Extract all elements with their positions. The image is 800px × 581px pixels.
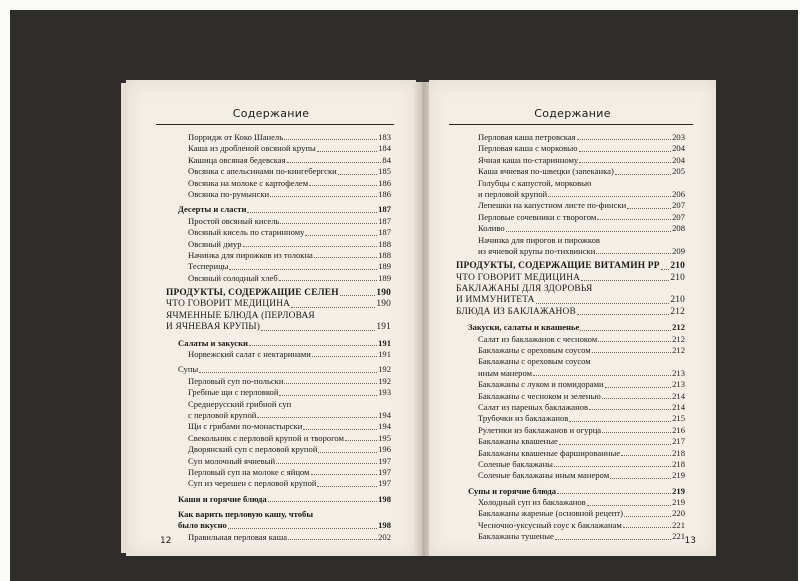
toc-entry-page: 214 [672,390,685,401]
toc-entry-title: Порридж от Коко Шанель [188,132,284,142]
toc-entry-title: Баклажаны тушеные [478,531,554,542]
toc-entry-title: ЧТО ГОВОРИТ МЕДИЦИНА [456,272,581,283]
dot-leader [580,330,671,331]
toc-entry-page: 219 [672,470,685,481]
toc-entry-page: 191 [376,322,391,333]
toc-entry [166,421,391,432]
toc-entry-title: Салат из баклажанов с чесноком [478,333,598,344]
toc-entry [456,322,685,333]
toc-entry-page: 205 [672,166,685,177]
toc-entry [456,178,685,189]
toc-entry [456,200,685,211]
toc-entry-title: Начинка для пирожков из толокна [188,249,313,260]
dot-leader [228,528,377,529]
dot-leader [597,219,671,220]
toc-entry [166,155,391,166]
toc-entry-page: 186 [378,177,391,188]
toc-entry [166,273,391,284]
toc-entry-page: 186 [378,188,391,199]
toc-entry-title: Баклажаны квашеные фаршированные [478,447,621,458]
toc-entry-title: Овсянка с апельсинами по-кингебергски [188,166,337,177]
dot-leader [577,139,672,140]
toc-entry-page: 213 [672,367,685,378]
toc-entry-page: 209 [672,245,685,256]
toc-entry-title: Перловый суп по-польски [188,375,284,386]
toc-entry [166,509,391,520]
toc-entry-page: 212 [672,333,685,344]
toc-entry [166,376,391,387]
toc-entry-title: Супы [178,364,199,375]
dot-leader [305,235,377,236]
toc-entry-page: 213 [672,379,685,390]
dot-leader [577,314,669,315]
toc-entry-title: Суп из черешен с перловой крупой [188,478,317,489]
toc-entry-page: 207 [672,211,685,222]
toc-entry-title: и перловой крупой [478,188,548,199]
toc-list [166,132,391,543]
toc-entry-title: Лепешки на капустном листе по-фински [478,200,627,211]
toc-entry-title: Баклажаны с чесноком и зеленью [478,390,601,401]
toc-entry-title: Овсяный дмур [188,238,242,249]
dot-leader [312,356,377,357]
toc-entry-title: Холодный суп из баклажанов [478,497,586,508]
dot-leader [247,212,377,213]
dot-leader [284,139,377,140]
toc-entry-page: 196 [378,444,391,455]
dot-leader [311,474,378,475]
toc-entry [456,497,685,508]
toc-entry [456,448,685,459]
dot-leader [536,303,670,304]
toc-entry-title: Соленые баклажаны иным манером [478,470,610,481]
toc-entry [456,189,685,200]
toc-entry-page: 210 [670,272,685,283]
toc-entry [456,284,685,295]
toc-entry-page: 202 [378,531,391,542]
toc-entry-page: 84 [382,154,391,165]
dot-leader [533,375,671,376]
toc-entry-title: Гребные щи с перловкой [188,387,279,398]
toc-entry-title: было вкусно [178,520,227,531]
dot-leader [623,527,671,528]
toc-entry-page: 188 [378,238,391,249]
toc-entry-page: 188 [378,249,391,260]
toc-entry-title: Закуски, салаты и квашенье [468,322,580,333]
toc-entry-title: Правильная перловая каша [188,531,288,542]
toc-entry-title: Тесперицы [188,261,229,272]
dot-leader [615,174,671,175]
toc-entry-page: 210 [670,261,685,272]
toc-entry [166,322,391,333]
toc-entry [166,227,391,238]
toc-entry [166,349,391,360]
toc-entry-title: Норвежский салат с нектаринами [188,349,311,360]
toc-entry [166,261,391,272]
toc-entry [166,364,391,375]
toc-entry-title: Баклажаны с ореховым соусом [478,356,591,367]
toc-entry-title: Баклажаны с ореховым соусом [478,345,591,356]
toc-entry [166,532,391,543]
toc-entry [456,345,685,356]
toc-entry [456,520,685,531]
toc-entry-title: Перловые сочевники с творогом [478,211,597,222]
toc-entry-title: Простой овсяный кисель [188,215,280,226]
toc-entry [166,311,391,322]
toc-entry-title: Начинка для пирогов и пирожков [478,234,600,245]
toc-entry [456,509,685,520]
header-rule [156,124,394,125]
toc-entry-title: Перловая каша петровская [478,132,576,142]
toc-entry-page: 197 [378,455,391,466]
toc-entry [456,436,685,447]
page-header: Содержание [534,107,611,120]
dot-leader [557,493,671,494]
dot-leader [317,151,377,152]
toc-entry-title: Перловая каша с морковью [478,143,578,154]
right-page [429,80,716,556]
toc-entry [166,478,391,489]
dot-leader [624,516,671,517]
dot-leader [317,486,377,487]
toc-entry-title: с перловой крупой [188,409,257,420]
toc-entry [456,273,685,284]
toc-entry-title: Коливо [478,223,505,234]
dot-leader [314,257,377,258]
dot-leader [229,269,377,270]
dot-leader [661,269,670,270]
dot-leader [592,352,671,353]
toc-entry-page: 220 [672,508,685,519]
toc-entry [456,334,685,345]
toc-entry-page: 192 [378,364,391,375]
toc-entry-title: Свекольник с перловой крупой и творогом [188,432,344,443]
dot-leader [284,383,377,384]
toc-entry-title: Салаты и закуски [178,337,248,348]
dot-leader [340,295,376,296]
toc-entry [166,387,391,398]
toc-entry-page: 184 [378,143,391,154]
dot-leader [605,387,671,388]
dot-leader [276,463,377,464]
dot-leader [291,307,375,308]
dot-leader [309,185,377,186]
toc-entry-page: 221 [672,531,685,542]
dot-leader [318,452,377,453]
toc-entry-title: из ячневой крупы по-тихвински [478,245,596,256]
toc-entry [456,531,685,542]
toc-entry-title: ЯЧМЕННЫЕ БЛЮДА (ПЕРЛОВАЯ [166,310,315,321]
toc-entry [456,132,685,143]
toc-entry [456,295,685,306]
toc-entry-page: 210 [670,295,685,306]
toc-entry [166,444,391,455]
dot-leader [257,417,377,418]
toc-entry-page: 212 [672,322,685,333]
toc-entry [456,368,685,379]
toc-entry [456,246,685,257]
toc-entry-title: Салат из пареных баклажанов [478,401,589,412]
toc-entry [166,250,391,261]
toc-list [456,132,685,543]
toc-entry-title: Овсяный кисель по старинному [188,227,305,238]
toc-entry-title: И ЯЧНЕВАЯ КРУПЫ) [166,322,261,333]
toc-entry-page: 187 [378,215,391,226]
toc-entry [166,521,391,532]
dot-leader [579,151,672,152]
toc-entry-title: ЧТО ГОВОРИТ МЕДИЦИНА [166,299,291,310]
toc-entry-page: 214 [672,401,685,412]
toc-entry-title: Овсянка на молоке с картофелем [188,177,309,188]
dot-leader [243,246,378,247]
toc-entry-title: Дворянский суп с перловой крупой [188,444,318,455]
toc-entry-title: БАКЛАЖАНЫ ДЛЯ ЗДОРОВЬЯ [456,284,593,295]
toc-entry [456,486,685,497]
header-rule [449,124,693,125]
toc-entry [456,307,685,318]
toc-entry-title: ПРОДУКТЫ, СОДЕРЖАЩИЕ ВИТАМИН РР [456,261,660,272]
toc-entry-title: Голубцы с капустой, морковью [478,177,592,188]
toc-entry-title: Соленые баклажаны [478,458,553,469]
toc-entry [166,178,391,189]
dot-leader [270,196,377,197]
toc-entry [166,166,391,177]
toc-entry [456,425,685,436]
toc-entry-title: Суп молочный ячневый [188,455,276,466]
toc-entry [166,132,391,143]
toc-entry [456,391,685,402]
toc-entry-title: Баклажаны жареные (основной рецепт) [478,508,624,519]
toc-entry-page: 187 [378,204,391,215]
dot-leader [303,429,377,430]
toc-entry-page: 206 [672,188,685,199]
toc-entry-page: 189 [378,272,391,283]
toc-entry-page: 191 [378,337,391,348]
dot-leader [338,174,377,175]
toc-entry-page: 212 [670,306,685,317]
toc-entry-page: 190 [376,288,391,299]
toc-entry-title: Кашица овсяная бедевская [188,154,286,165]
dot-leader [261,330,375,331]
toc-entry-page: 217 [672,436,685,447]
toc-entry-page: 192 [378,375,391,386]
toc-entry-title: Трубочки из баклажанов [478,413,569,424]
toc-entry [456,379,685,390]
toc-entry-page: 219 [672,497,685,508]
toc-entry-page: 193 [378,387,391,398]
toc-entry-title: Рулетики из баклажанов и огурца [478,424,602,435]
dot-leader [548,196,671,197]
toc-entry-title: Ячная каша по-старинному [478,154,579,165]
toc-entry-page: 185 [378,166,391,177]
toc-entry-page: 204 [672,143,685,154]
dot-leader [596,253,671,254]
toc-entry-page: 183 [378,132,391,142]
toc-entry-page: 216 [672,424,685,435]
dot-leader [589,409,671,410]
toc-entry-page: 191 [378,349,391,360]
toc-entry-title: Каша из дробленой овсяной крупы [188,143,316,154]
left-page [126,80,416,556]
page-header: Содержание [232,107,310,120]
toc-entry-title: Баклажаны с луком и помидорами [478,379,604,390]
toc-entry [166,288,391,299]
toc-entry [166,456,391,467]
toc-entry-page: 208 [672,223,685,234]
dot-leader [559,444,671,445]
dot-leader [587,505,671,506]
dot-leader [627,208,671,209]
toc-entry [456,143,685,154]
dot-leader [579,162,671,163]
page-number: 13 [684,536,696,546]
toc-entry-page: 197 [378,466,391,477]
toc-entry-page: 207 [672,200,685,211]
toc-entry-title: Каша ячневая по-швецки (запеканка) [478,166,614,177]
dot-leader [621,455,671,456]
toc-entry [166,143,391,154]
toc-entry-page: 219 [672,485,685,496]
toc-entry-page: 221 [672,519,685,530]
dot-leader [268,501,377,502]
toc-entry [456,223,685,234]
toc-entry [166,338,391,349]
dot-leader [279,280,377,281]
toc-entry-title: Перловый суп на молоке с яйцом [188,466,310,477]
toc-entry-page: 218 [672,447,685,458]
toc-entry-page: 204 [672,154,685,165]
toc-entry-page: 187 [378,227,391,238]
toc-entry [166,467,391,478]
dot-leader [345,440,377,441]
toc-entry-title: Каши и горячие блюда [178,493,267,504]
toc-entry [456,413,685,424]
toc-entry [166,239,391,250]
toc-entry-title: Среднерусский грибной суп [188,398,292,409]
toc-entry [166,204,391,215]
toc-entry-title: Овсяный солодный хлеб [188,272,278,283]
toc-entry-page: 194 [378,409,391,420]
toc-entry-page: 195 [378,432,391,443]
toc-entry [166,189,391,200]
toc-entry-title: Как варить перловую кашу, чтобы [178,509,314,520]
dot-leader [288,539,377,540]
toc-entry-title: иным манером [478,367,533,378]
toc-entry-page: 212 [672,345,685,356]
dot-leader [280,223,377,224]
toc-entry [166,494,391,505]
toc-entry [166,299,391,310]
toc-entry [456,155,685,166]
toc-entry [456,470,685,481]
dot-leader [249,345,377,346]
toc-entry [166,216,391,227]
toc-entry-page: 198 [378,493,391,504]
dot-leader [602,432,671,433]
toc-entry [456,459,685,470]
toc-entry-page: 218 [672,458,685,469]
toc-entry [166,433,391,444]
toc-entry-page: 203 [672,132,685,142]
dot-leader [199,372,377,373]
toc-entry-page: 215 [672,413,685,424]
dot-leader [287,162,382,163]
dot-leader [581,280,669,281]
toc-entry-page: 189 [378,261,391,272]
toc-entry [456,402,685,413]
toc-entry-title: Щи с грибами по-монастырски [188,421,303,432]
toc-entry-page: 190 [376,299,391,310]
dot-leader [506,231,671,232]
toc-entry [456,235,685,246]
dot-leader [602,398,671,399]
toc-entry-page: 198 [378,520,391,531]
dot-leader [555,539,671,540]
dot-leader [569,421,671,422]
toc-entry [166,399,391,410]
page-number: 12 [160,536,172,546]
toc-entry [456,261,685,272]
toc-entry-title: Супы и горячие блюда [468,485,556,496]
toc-entry [456,356,685,367]
dot-leader [610,478,671,479]
toc-entry [456,166,685,177]
toc-entry-title: БЛЮДА ИЗ БАКЛАЖАНОВ [456,306,576,317]
toc-entry-title: Баклажаны квашеные [478,436,558,447]
dot-leader [554,466,671,467]
toc-entry-title: Чесночно-уксусный соус к баклажанам [478,519,622,530]
toc-entry [166,410,391,421]
toc-entry [456,212,685,223]
toc-entry-title: Овсянка по-румынски [188,188,270,199]
dot-leader [598,341,671,342]
toc-entry-page: 197 [378,478,391,489]
toc-entry-title: Десерты и сласти [178,204,247,215]
dot-leader [279,395,377,396]
toc-entry-page: 194 [378,421,391,432]
toc-entry-title: И ИММУНИТЕТА [456,295,535,306]
toc-entry-title: ПРОДУКТЫ, СОДЕРЖАЩИЕ СЕЛЕН [166,288,339,299]
